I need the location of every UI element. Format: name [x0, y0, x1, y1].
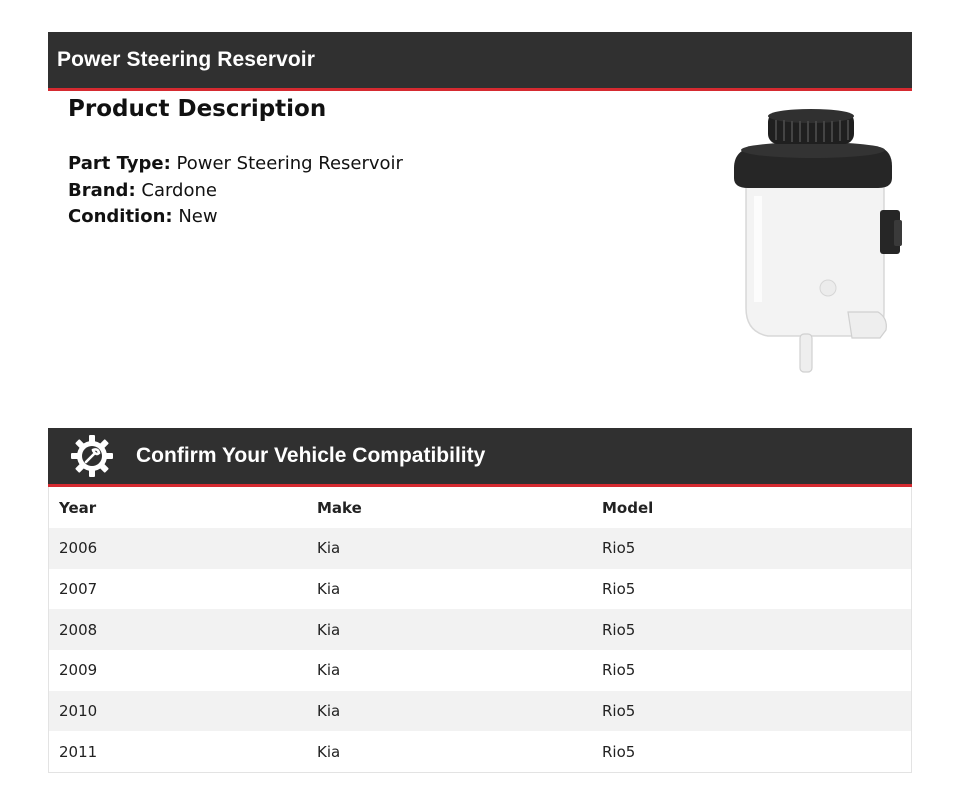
- column-header-year: Year: [59, 498, 97, 517]
- product-image: [728, 106, 908, 378]
- cell-make: Kia: [317, 661, 341, 680]
- cell-make: Kia: [317, 691, 602, 732]
- cell-model: Rio5: [602, 661, 636, 680]
- column-header-model: Model: [602, 498, 654, 517]
- spec-brand: [68, 178, 403, 205]
- cell-model: Rio5: [602, 609, 911, 650]
- table-row: [49, 609, 911, 650]
- cell-year: 2008: [49, 609, 317, 650]
- table-row: [49, 650, 911, 691]
- table-row: [49, 528, 911, 569]
- spec-value: Cardone: [141, 179, 217, 201]
- cell-model: Rio5: [602, 528, 911, 569]
- cell-make: Kia: [317, 528, 602, 569]
- cell-year: 2009: [59, 661, 98, 680]
- spec-list: [68, 151, 403, 231]
- column-header-make: Make: [317, 498, 362, 517]
- cell-make: Kia: [317, 580, 341, 599]
- spec-key: Brand:: [68, 179, 136, 201]
- cell-model: Rio5: [602, 691, 911, 732]
- compatibility-bar: [48, 428, 912, 487]
- spec-key: Condition:: [68, 206, 173, 227]
- description-heading: Product Description: [68, 96, 327, 122]
- table-row: [49, 569, 911, 610]
- product-title: Power Steering Reservoir: [57, 48, 315, 71]
- product-title-bar: [48, 32, 912, 91]
- spec-value: Power Steering Reservoir: [176, 153, 403, 174]
- cell-year: 2007: [59, 580, 98, 599]
- cell-year: 2006: [49, 528, 317, 569]
- spec-value: New: [178, 206, 218, 227]
- table-row: [49, 691, 911, 732]
- spec-key: Part Type:: [68, 153, 171, 174]
- gear-wrench-icon: [70, 434, 114, 478]
- cell-make: Kia: [317, 742, 341, 761]
- cell-model: Rio5: [602, 580, 636, 599]
- compatibility-title: Confirm Your Vehicle Compatibility: [136, 444, 486, 467]
- cell-year: 2011: [59, 742, 98, 761]
- spec-part-type: [68, 151, 403, 178]
- table-header-row: [49, 487, 911, 528]
- table-row: [49, 731, 911, 772]
- cell-make: Kia: [317, 609, 602, 650]
- cell-model: Rio5: [602, 742, 636, 761]
- cell-year: 2010: [49, 691, 317, 732]
- compatibility-table: [48, 487, 912, 773]
- spec-condition: [68, 204, 403, 231]
